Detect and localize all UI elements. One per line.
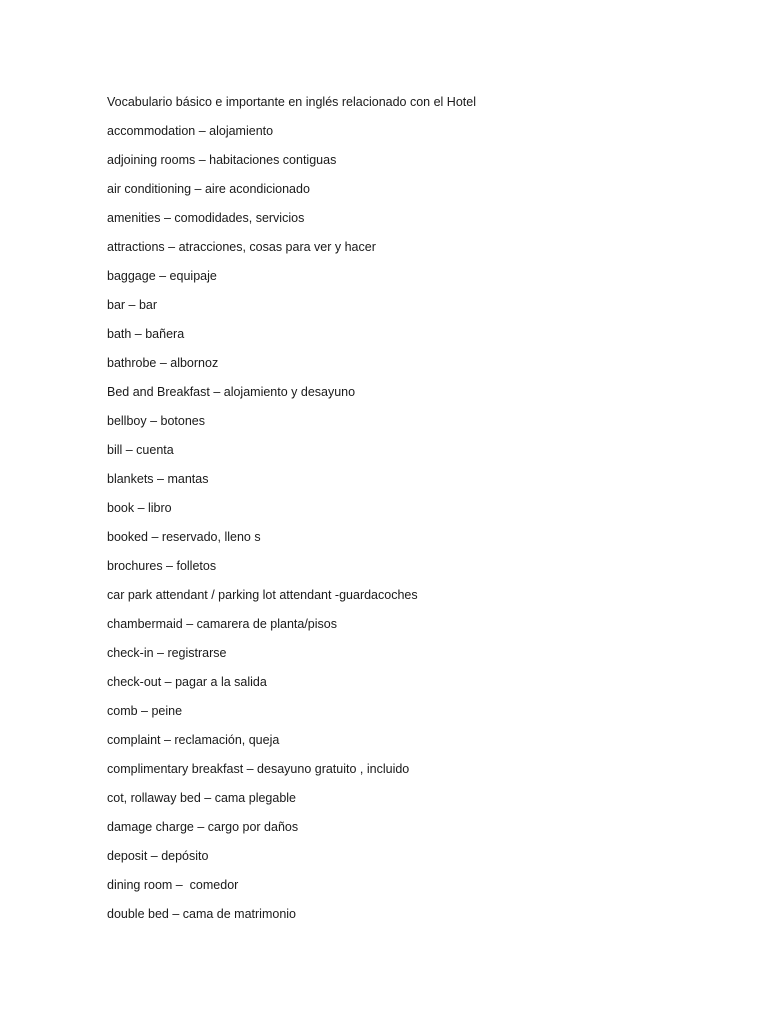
vocab-entry: deposit – depósito <box>107 849 209 863</box>
vocab-entry: booked – reservado, lleno s <box>107 530 261 544</box>
vocab-entry: check-out – pagar a la salida <box>107 675 267 689</box>
vocab-entry: bellboy – botones <box>107 414 205 428</box>
vocab-entry: chambermaid – camarera de planta/pisos <box>107 617 337 631</box>
vocab-entry: dining room – comedor <box>107 878 239 892</box>
vocab-entry: Bed and Breakfast – alojamiento y desayuno <box>107 385 356 399</box>
vocab-entry: baggage – equipaje <box>107 269 217 283</box>
vocab-entry: book – libro <box>107 501 172 515</box>
vocab-entry: complaint – reclamación, queja <box>107 733 280 747</box>
vocab-entry: adjoining rooms – habitaciones contiguas <box>107 153 337 167</box>
vocab-entry: bill – cuenta <box>107 443 174 457</box>
vocab-entry: car park attendant / parking lot attendant -guardacoches <box>107 588 418 602</box>
vocab-entry: check-in – registrarse <box>107 646 227 660</box>
document-title: Vocabulario básico e importante en inglés relacionado con el Hotel <box>107 95 476 109</box>
vocab-entry: blankets – mantas <box>107 472 209 486</box>
vocab-entry: complimentary breakfast – desayuno gratuito , incluido <box>107 762 410 776</box>
vocab-entry: brochures – folletos <box>107 559 217 573</box>
vocab-entry: double bed – cama de matrimonio <box>107 907 297 921</box>
vocab-entry: bar – bar <box>107 298 158 312</box>
vocab-entry: cot, rollaway bed – cama plegable <box>107 791 297 805</box>
vocab-entry: accommodation – alojamiento <box>107 124 274 138</box>
vocab-entry: amenities – comodidades, servicios <box>107 211 305 225</box>
vocab-entry: bath – bañera <box>107 327 185 341</box>
document-body <box>107 92 727 933</box>
vocab-entry: attractions – atracciones, cosas para ver y hacer <box>107 240 376 254</box>
vocab-entry: comb – peine <box>107 704 183 718</box>
vocab-entry: damage charge – cargo por daños <box>107 820 299 834</box>
vocab-entry: bathrobe – albornoz <box>107 356 219 370</box>
vocab-entry: air conditioning – aire acondicionado <box>107 182 310 196</box>
